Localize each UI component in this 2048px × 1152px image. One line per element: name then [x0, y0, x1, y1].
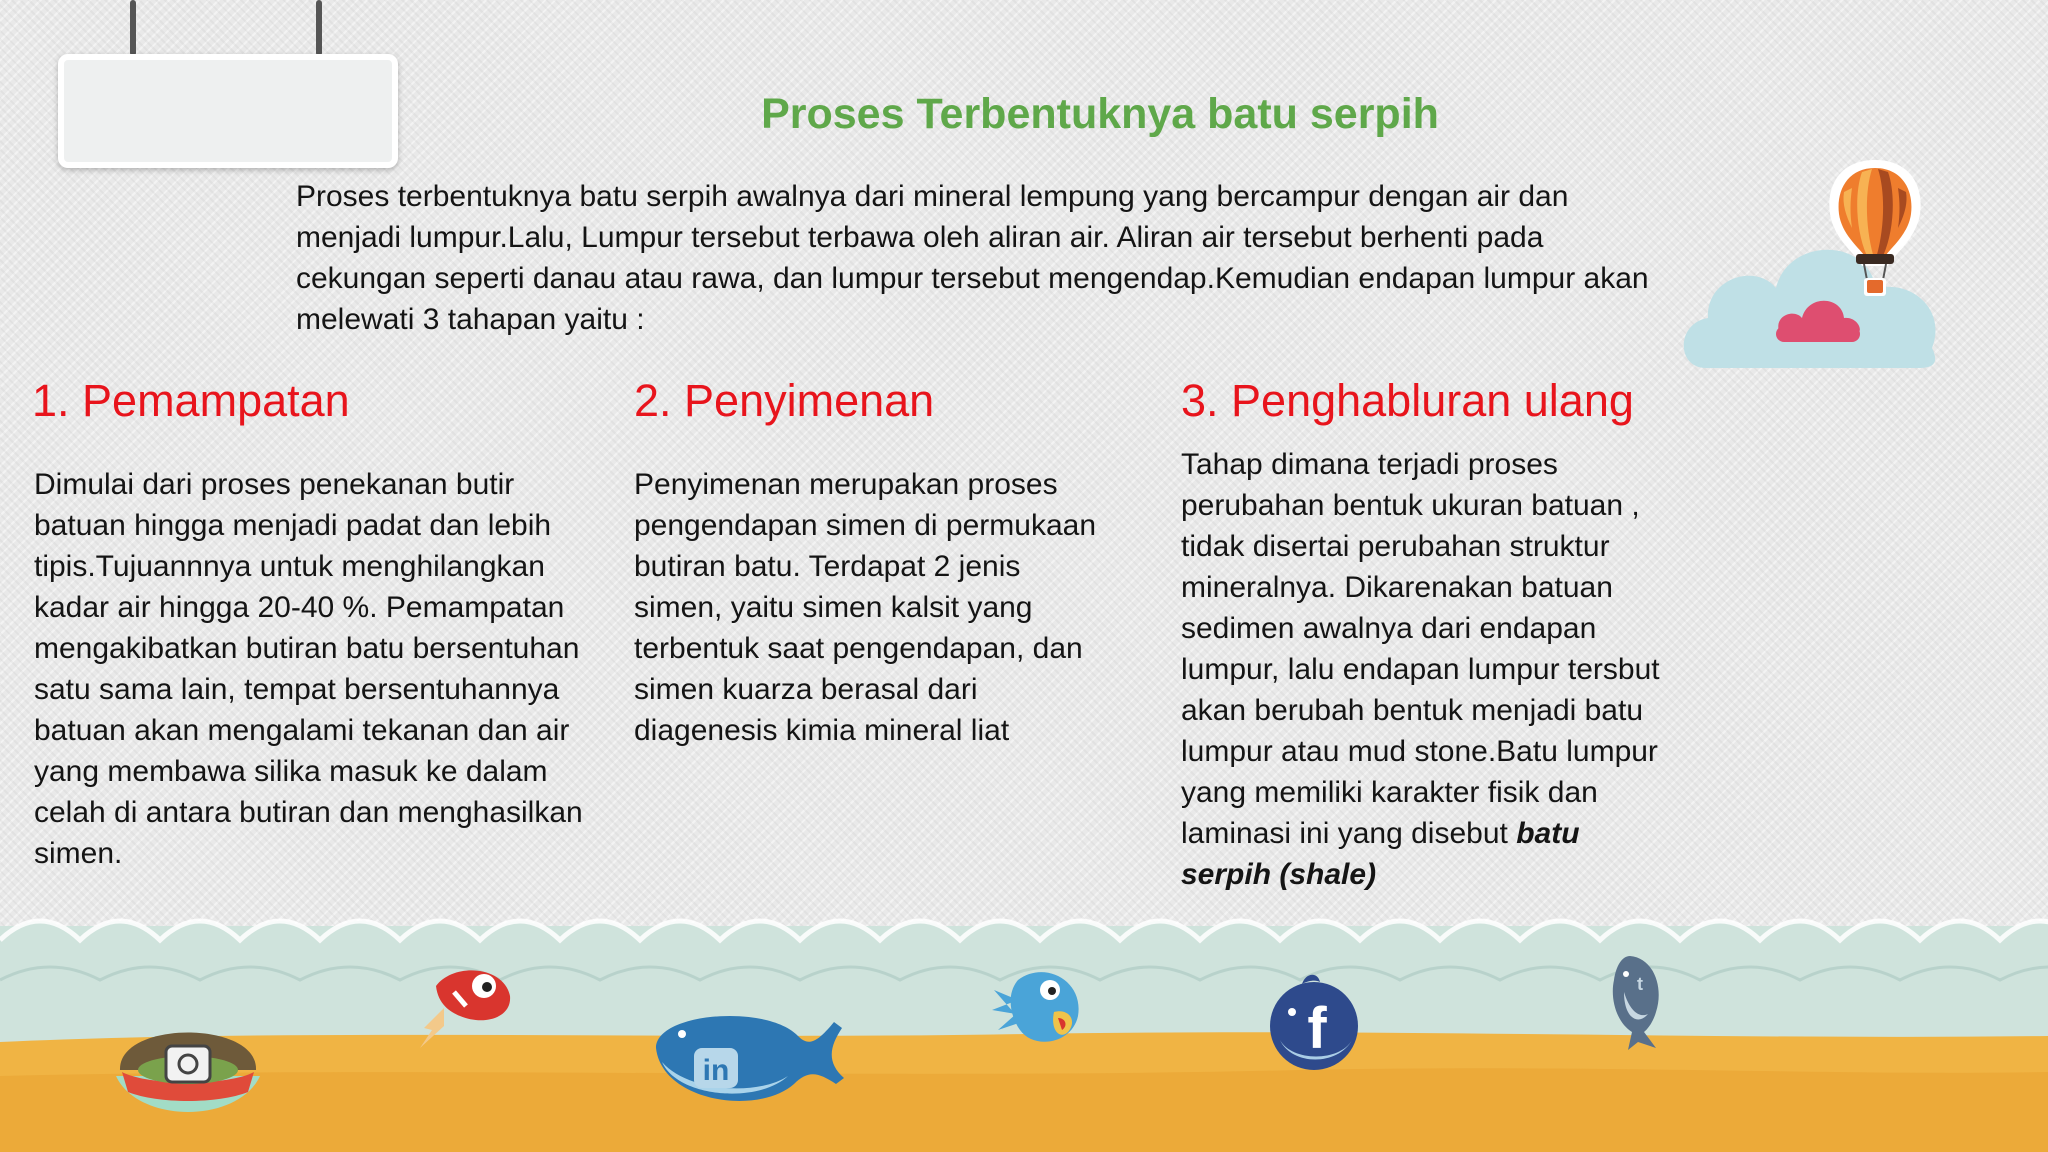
clam-instagram-icon — [108, 1000, 268, 1126]
section-heading-pemampatan: 1. Pemampatan — [32, 375, 350, 426]
pinterest-fish-icon — [414, 956, 524, 1050]
twitter-bird-fish-icon — [988, 960, 1088, 1056]
facebook-letter: f — [1307, 996, 1327, 1061]
section-text-pemampatan: Dimulai dari proses penekanan butir batuan hingga menjadi padat dan lebih tipis.Tujuannnya untuk menghilangkan kadar air hingga 20-40 %. Pemampatan mengakibatkan butiran batu bersentuhan satu sama lain, tempat bersentuhannya batuan akan mengalami tekanan dan air yang membawa silika masuk ke dalam celah di antara butiran dan menghasilkan simen. — [34, 468, 583, 870]
sea-scene — [0, 900, 2048, 1152]
hot-air-balloon-icon — [1822, 154, 1928, 306]
shale-emphasis: batu serpih (shale) — [1181, 817, 1580, 891]
section-heading-penghabluran: 3. Penghabluran ulang — [1181, 375, 1634, 426]
tumblr-letter: t — [1637, 974, 1643, 994]
facebook-fish-icon — [1262, 966, 1366, 1076]
linkedin-whale-icon — [648, 992, 848, 1118]
section-text-penghabluran — [1181, 444, 1661, 895]
section-body-penghabluran: Tahap dimana terjadi proses perubahan bentuk ukuran batuan , tidak disertai perubahan struktur mineralnya. Dikarenakan batuan sedimen awalnya dari endapan lumpur, lalu endapan lumpur tersbut akan berubah bentuk menjadi batu lumpur atau mud stone.Batu lumpur yang memiliki karakter fisik dan laminasi ini yang disebut — [1181, 448, 1660, 850]
section-text-penyimenan: Penyimenan merupakan proses pengendapan simen di permukaan butiran batu. Terdapat 2 jenis simen, yaitu simen kalsit yang terbentuk saat pengendapan, dan simen kuarza berasal dari diagenesis kimia mineral liat — [634, 468, 1096, 747]
tumblr-fish-icon — [1604, 948, 1674, 1052]
slide-title: Proses Terbentuknya batu serpih — [761, 90, 1439, 138]
intro-paragraph: Proses terbentuknya batu serpih awalnya dari mineral lempung yang bercampur dengan air dan menjadi lumpur.Lalu, Lumpur tersebut terbawa oleh aliran air. Aliran air tersebut berhenti pada cekungan seperti danau atau rawa, dan lumpur tersebut mengendap.Kemudian endapan lumpur akan melewati 3 tahapan yaitu : — [296, 180, 1649, 336]
linkedin-letter: in — [702, 1054, 730, 1087]
section-heading-penyimenan: 2. Penyimenan — [634, 375, 935, 426]
